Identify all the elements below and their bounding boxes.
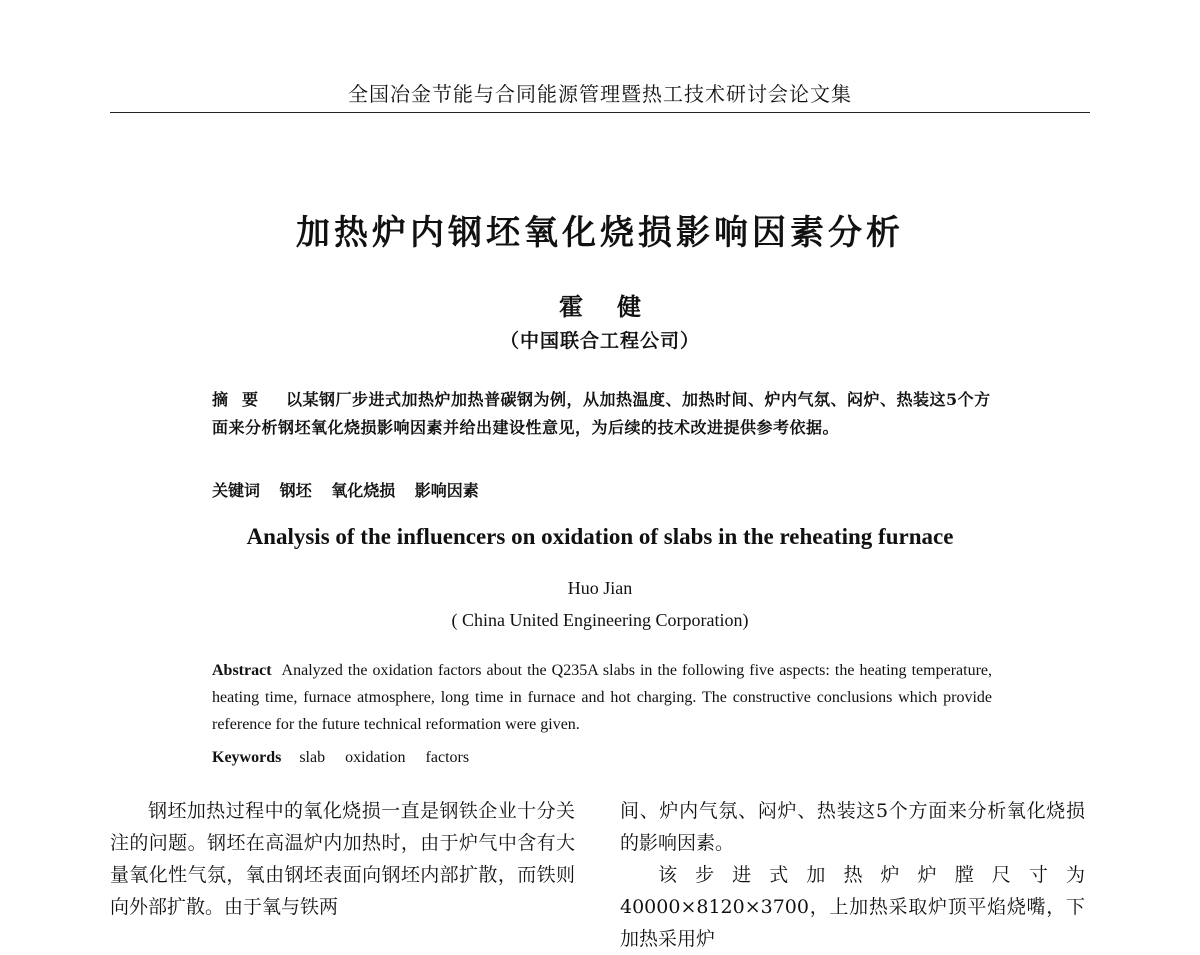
abstract-cn-label: 摘要 [212, 390, 273, 409]
keyword-cn: 钢坯 [279, 481, 312, 500]
keyword-cn: 影响因素 [414, 481, 479, 500]
keyword-cn: 氧化烧损 [331, 481, 396, 500]
paper-title-en: Analysis of the influencers on oxidation of slabs in the reheating furnace [246, 524, 954, 549]
body-paragraph: 该步进式加热炉炉膛尺寸为40000×8120×3700，上加热采取炉顶平焰烧嘴，下加热采用炉 [620, 864, 1085, 950]
running-header: 全国冶金节能与合同能源管理暨热工技术研讨会论文集 [348, 82, 852, 106]
paper-title-cn: 加热炉内钢坯氧化烧损影响因素分析 [296, 213, 904, 253]
abstract-cn-text: 以某钢厂步进式加热炉加热普碳钢为例，从加热温度、加热时间、炉内气氛、闷炉、热装这5个方面来分析钢坯氧化烧损影响因素并给出建设性意见，为后续的技术改进提供参考依据。 [212, 390, 991, 437]
keywords-en [212, 749, 992, 767]
abstract-en [212, 657, 992, 738]
abstract-cn [212, 386, 992, 442]
body-column-left [110, 795, 575, 923]
keyword-en: factors [425, 749, 470, 766]
keyword-en: oxidation [345, 749, 406, 766]
keywords-cn-label: 关键词 [212, 481, 261, 500]
keywords-en-label: Keywords [212, 749, 282, 766]
keywords-cn [212, 478, 992, 501]
author-name-cn: 霍健 [559, 292, 675, 321]
author-name-en: Huo Jian [567, 578, 633, 598]
body-column-right [620, 795, 1085, 955]
abstract-en-text: Analyzed the oxidation factors about the Q235A slabs in the following five aspects: the heating temperature, heating time, furnace atmosphere, long time in furnace and hot charging. The constructive conclusions which provide reference for the future technical reformation were given. [212, 662, 992, 733]
affiliation-en: ( China United Engineering Corporation) [451, 610, 749, 630]
body-paragraph: 间、炉内气氛、闷炉、热装这5个方面来分析氧化烧损的影响因素。 [620, 800, 1085, 854]
abstract-en-label: Abstract [212, 662, 272, 679]
body-paragraph: 钢坯加热过程中的氧化烧损一直是钢铁企业十分关注的问题。钢坯在高温炉内加热时，由于炉气中含有大量氧化性气氛，氧由钢坯表面向钢坯内部扩散，而铁则向外部扩散。由于氧与铁两 [110, 800, 575, 918]
affiliation-cn: （中国联合工程公司） [499, 330, 700, 352]
keyword-en: slab [299, 749, 326, 766]
header-divider [110, 112, 1090, 113]
